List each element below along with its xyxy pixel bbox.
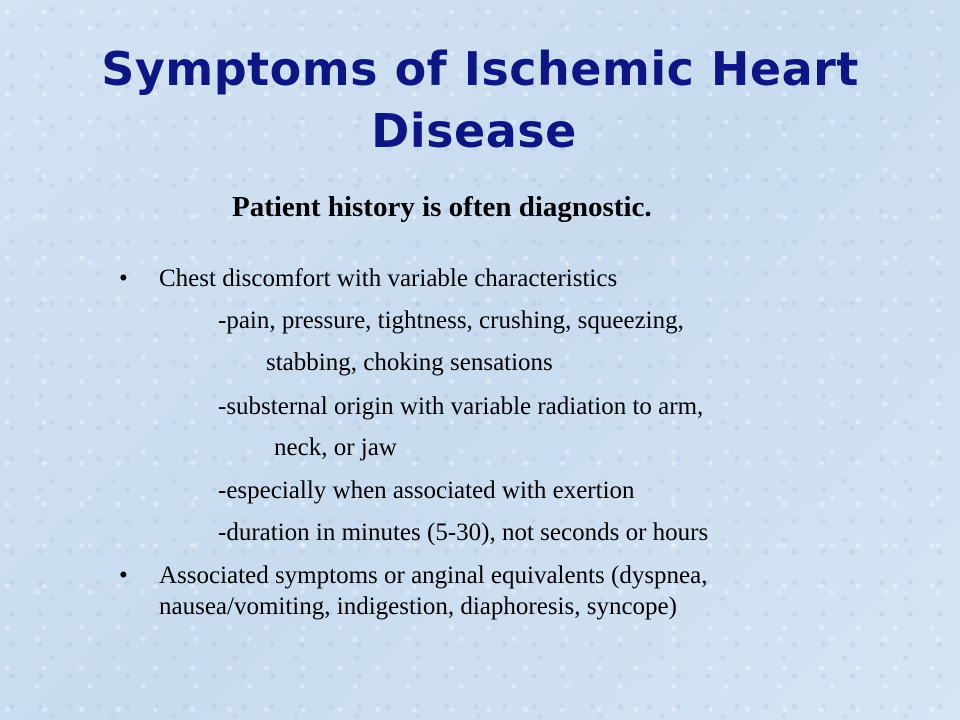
sub-line-neck-jaw: neck, or jaw xyxy=(274,434,397,461)
bullet-chest-discomfort: Chest discomfort with variable characteristics xyxy=(159,265,618,292)
slide-subtitle: Patient history is often diagnostic. xyxy=(232,191,652,223)
sub-line-stabbing: stabbing, choking sensations xyxy=(266,349,553,376)
bullet-point-icon: • xyxy=(119,562,128,589)
bullet-point-icon: • xyxy=(119,265,128,292)
slide-title-line-2: Disease xyxy=(371,104,577,158)
slide-title xyxy=(0,38,960,162)
sub-line-exertion: -especially when associated with exertion xyxy=(218,477,635,504)
slide-title-line-1: Symptoms of Ischemic Heart xyxy=(101,42,859,96)
sub-line-substernal: -substernal origin with variable radiation to arm, xyxy=(218,393,704,420)
bullet-associated-symptoms-line-2: nausea/vomiting, indigestion, diaphoresis, syncope) xyxy=(159,593,677,620)
bullet-associated-symptoms-line-1: Associated symptoms or anginal equivalents (dyspnea, xyxy=(159,562,708,589)
sub-line-duration: -duration in minutes (5-30), not seconds or hours xyxy=(218,519,709,546)
sub-line-pain: -pain, pressure, tightness, crushing, squeezing, xyxy=(218,307,684,334)
